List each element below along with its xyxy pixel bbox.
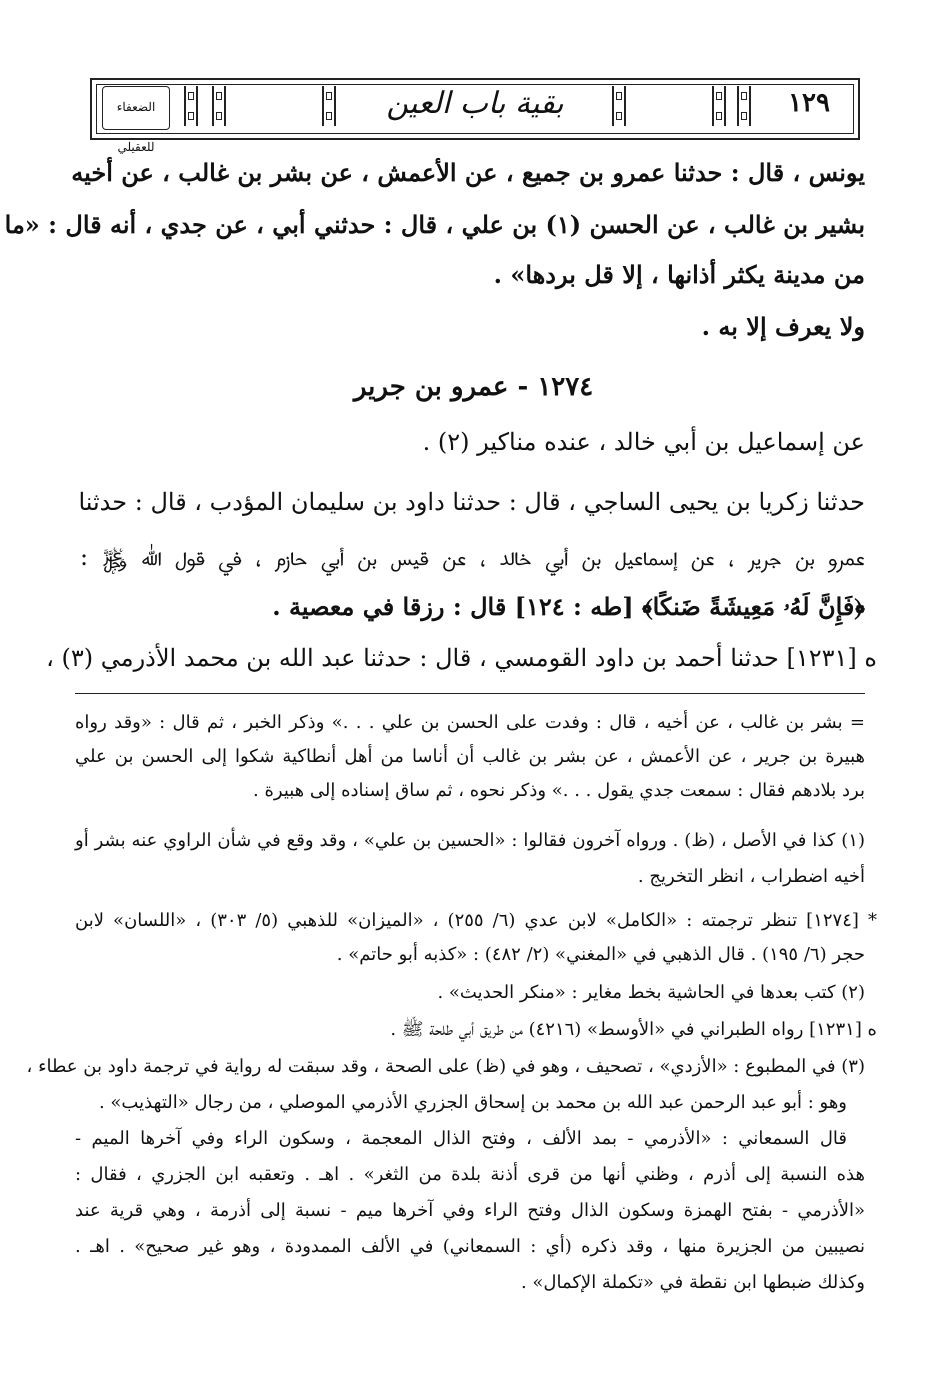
- book-logo: الضعفاء للعقيلي: [102, 86, 170, 130]
- entry-text-line: ه [١٢٣١] حدثنا أحمد بن داود القومسي ، قال : حدثنا عبد الله بن محمد الأذرمي (٣) ،: [46, 644, 877, 672]
- footnote-line: أخيه اضطراب ، انظر التخريج .: [637, 866, 865, 887]
- main-text-line: ولا يعرف إلا به .: [701, 312, 865, 341]
- page-number: ١٢٩: [788, 88, 830, 118]
- footnote-line: = بشر بن غالب ، عن أخيه ، قال : وفدت على الحسن بن علي . . .» وذكر الخبر ، ثم قال : «وقد رواه: [75, 712, 865, 733]
- footnote-divider: [75, 693, 865, 694]
- footnote-line: (٣) في المطبوع : «الأزدي» ، تصحيف ، وهو في (ظ) على الصحة ، وقد سبقت له رواية في ترجمة داود بن عطاء ،: [26, 1056, 865, 1077]
- entry-text-line: عن إسماعيل بن أبي خالد ، عنده مناكير (٢) .: [422, 428, 865, 456]
- main-text-line: يونس ، قال : حدثنا عمرو بن جميع ، عن الأعمش ، عن بشر بن غالب ، عن أخيه: [71, 158, 865, 187]
- main-text-line: بشير بن غالب ، عن الحسن (١) بن علي ، قال : حدثني أبي ، عن جدي ، أنه قال : «ما: [4, 210, 865, 239]
- footnote-line: (٢) كتب بعدها في الحاشية بخط مغاير : «منكر الحديث» .: [437, 982, 865, 1003]
- footnote-line: برد بلادهم فقال : سمعت جدي يقول . . .» وذكر نحوه ، ثم ساق إسناده إلى هبيرة .: [253, 780, 865, 801]
- main-text-line: من مدينة يكثر أذانها ، إلا قل بردها» .: [493, 260, 865, 289]
- footnote-line: وكذلك ضبطها ابن نقطة في «تكملة الإكمال» .: [520, 1272, 865, 1293]
- entry-heading: ١٢٧٤ - عمرو بن جرير: [353, 372, 594, 402]
- running-title: بقية باب العين: [386, 86, 564, 121]
- page-header: [90, 78, 860, 154]
- footnote-line: قال السمعاني : «الأذرمي - بمد الألف ، وفتح الذال المعجمة ، وسكون الراء وفي آخرها الميم -: [75, 1128, 847, 1149]
- footnote-line: «الأذرمي - بفتح الهمزة وسكون الذال وفتح الراء وفي آخرها ميم - نسبة إلى أذرمة ، وهي قرية عند: [75, 1200, 865, 1221]
- footnote-line: هذه النسبة إلى أذرم ، وظني أنها من قرى أذنة بلدة من الثغر» . اهـ . وتعقبه ابن الجزري ، فقال :: [75, 1164, 865, 1185]
- entry-text-line: حدثنا زكريا بن يحيى الساجي ، قال : حدثنا داود بن سليمان المؤدب ، قال : حدثنا: [78, 488, 865, 516]
- entry-text-line: ﴿فَإِنَّ لَهُۥ مَعِيشَةً ضَنكًا﴾ [طه : ١٢٤] قال : رزقا في معصية .: [272, 592, 865, 621]
- footnote-line: (١) كذا في الأصل ، (ظ) . ورواه آخرون فقالوا : «الحسين بن علي» ، وقد وقع في شأن الراوي عنه بشر أو: [75, 830, 865, 851]
- footnote-line: * [١٢٧٤] تنظر ترجمته : «الكامل» لابن عدي (٦/ ٢٥٥) ، «الميزان» للذهبي (٥/ ٣٠٣) ، «اللسان» لابن: [75, 910, 877, 931]
- footnote-line: ه [١٢٣١] رواه الطبراني في «الأوسط» (٤٢١٦) من طريق أبي طلحة ﷺ .: [390, 1019, 877, 1040]
- footnote-line: نصيبين من الجزيرة منها ، وقد ذكره (أي : السمعاني) في الألف الممدودة ، وهو غير صحيح» . اهـ .: [75, 1236, 865, 1257]
- footnote-line: هبيرة بن جرير ، عن الأعمش ، عن بشر بن غالب أن أناسا من أهل أنطاكية شكوا إلى الحسن بن علي: [75, 746, 865, 767]
- footnote-line: حجر (٦/ ١٩٥) . قال الذهبي في «المغني» (٢/ ٤٨٢) : «كذبه أبو حاتم» .: [336, 944, 865, 965]
- footnote-line: وهو : أبو عبد الرحمن عبد الله بن محمد بن إسحاق الجزري الأذرمي الموصلي ، من رجال «التهذيب» .: [98, 1092, 847, 1113]
- entry-text-line: عمرو بن جرير ، عن إسماعيل بن أبي خالد ، عن قيس بن أبي حازم ، في قول الله ﷿ :: [80, 543, 865, 571]
